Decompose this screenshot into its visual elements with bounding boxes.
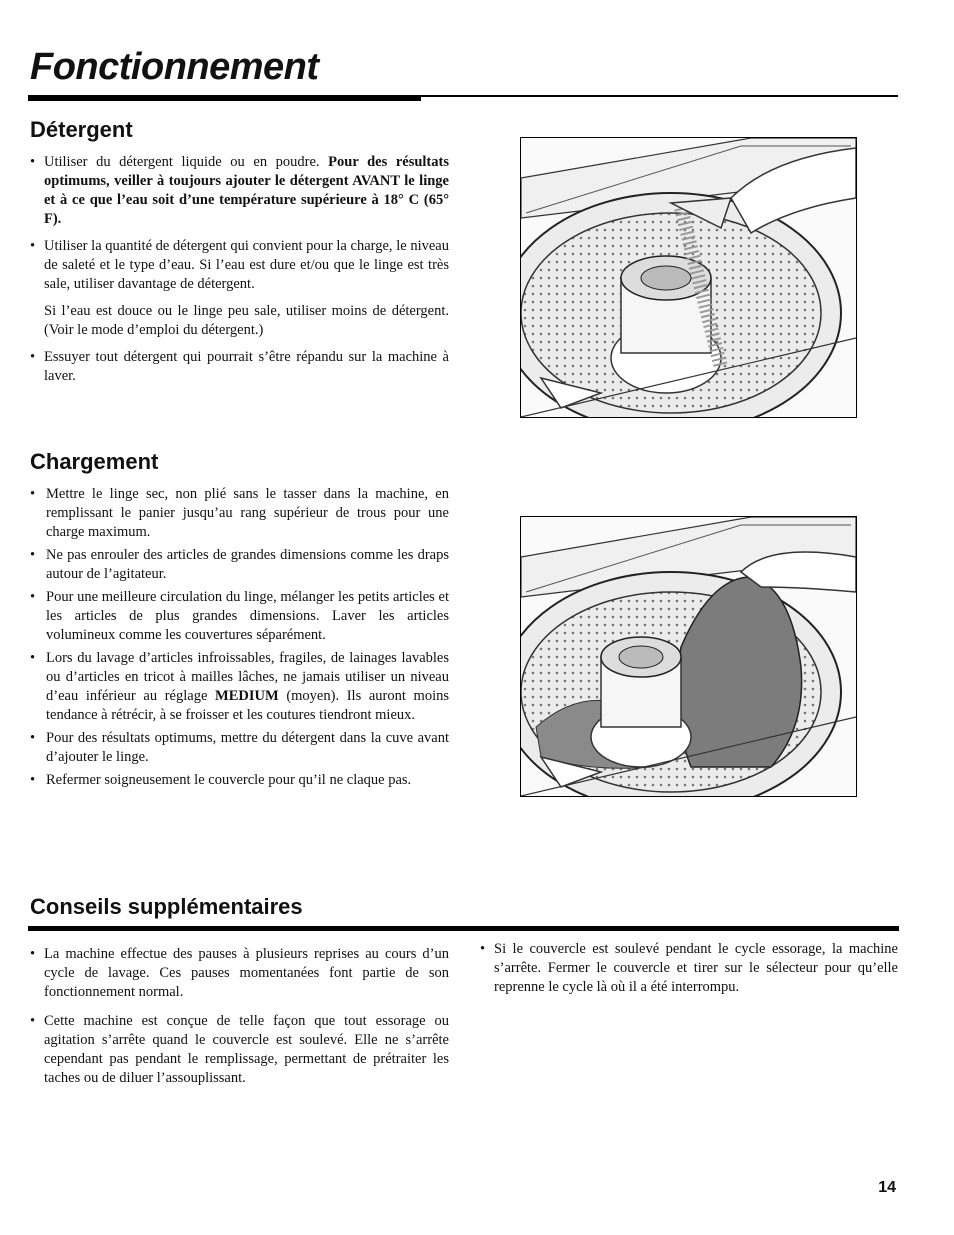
list-item: [480, 940, 898, 997]
chargement-item4-before: Lors du lavage d’articles infroissables, fragiles, de lainages lavables ou d’articles en tricot à mailles lâches, ne jamais utiliser un niveau d’eau inférieur au réglage: [46, 650, 449, 704]
conseils-item1: La machine effectue des pauses à plusieurs reprises au cours d’un cycle de lavage. Ces pauses momentanées font partie de son fonctionnement normal.: [44, 946, 449, 1000]
chargement-item5: Pour des résultats optimums, mettre du détergent dans la cuve avant d’ajouter le linge.: [46, 730, 449, 765]
list-item: [30, 649, 449, 725]
list-item: [30, 348, 449, 386]
detergent-item1-plain: Utiliser du détergent liquide ou en poudre.: [44, 154, 329, 170]
conseils-heading: Conseils supplémentaires: [30, 894, 303, 919]
detergent-item3: Essuyer tout détergent qui pourrait s’être répandu sur la machine à laver.: [44, 349, 449, 384]
conseils-rule: [28, 926, 899, 931]
chargement-item4-bold: MEDIUM: [215, 688, 279, 704]
list-item: [30, 771, 449, 790]
chargement-item4-after: (moyen). Ils auront moins tendance à rétrécir, à se froisser et les coutures tiendront mieux.: [46, 688, 449, 723]
detergent-list: [30, 153, 449, 394]
detergent-item2-note: Si l’eau est douce ou le linge peu sale, utiliser moins de détergent. (Voir le mode d’emploi du détergent.): [44, 303, 449, 338]
list-item: [30, 945, 449, 1002]
detergent-heading: Détergent: [30, 117, 133, 142]
chargement-list: [30, 485, 449, 794]
loading-illustration: [520, 516, 857, 797]
conseils-item3: Si le couvercle est soulevé pendant le cycle essorage, la machine s’arrête. Fermer le couvercle et tirer sur le sélecteur pour qu’elle reprenne le cycle là où il a été interrompu.: [494, 941, 898, 995]
chargement-item2: Ne pas enrouler des articles de grandes dimensions comme les draps autour de l’agitateur.: [46, 547, 449, 582]
chargement-item3: Pour une meilleure circulation du linge, mélanger les petits articles et les articles de plus grandes dimensions. Laver les articles volumineux comme les couvertures séparément.: [46, 589, 449, 643]
conseils-list-right: [480, 940, 898, 1005]
page-number: 14: [878, 1179, 896, 1196]
title-rule-thin: [421, 95, 898, 97]
chargement-heading: Chargement: [30, 449, 159, 474]
list-item: [30, 485, 449, 542]
chargement-item1: Mettre le linge sec, non plié sans le tasser dans la machine, en remplissant le panier jusqu’au rang supérieur de trous pour une charge maximum.: [46, 486, 449, 540]
list-item: [30, 237, 449, 294]
chargement-item6: Refermer soigneusement le couvercle pour qu’il ne claque pas.: [46, 772, 412, 788]
conseils-item2: Cette machine est conçue de telle façon que tout essorage ou agitation s’arrête quand le couvercle est soulevé. Elle ne s’arrête cependant pas pendant le remplissage, permettant de prétraiter les taches ou de diluer l’assouplissant.: [44, 1013, 449, 1086]
list-item: [30, 729, 449, 767]
detergent-item1-bold: Pour des résultats optimums, veiller à toujours ajouter le détergent AVANT le linge et à ce que l’eau soit d’une température supérieure à 18° C (65° F).: [44, 154, 449, 227]
title-rule-thick: [28, 95, 421, 101]
list-item: [30, 153, 449, 229]
detergent-item2: Utiliser la quantité de détergent qui convient pour la charge, le niveau de saleté et le type d’eau. Si l’eau est dure et/ou que le linge est très sale, utiliser davantage de détergent.: [44, 238, 449, 292]
page-title: Fonctionnement: [30, 46, 319, 88]
conseils-list-left: [30, 945, 449, 1096]
list-item: [30, 1012, 449, 1088]
list-item: [30, 546, 449, 584]
detergent-illustration: [520, 137, 857, 418]
list-item: [30, 588, 449, 645]
